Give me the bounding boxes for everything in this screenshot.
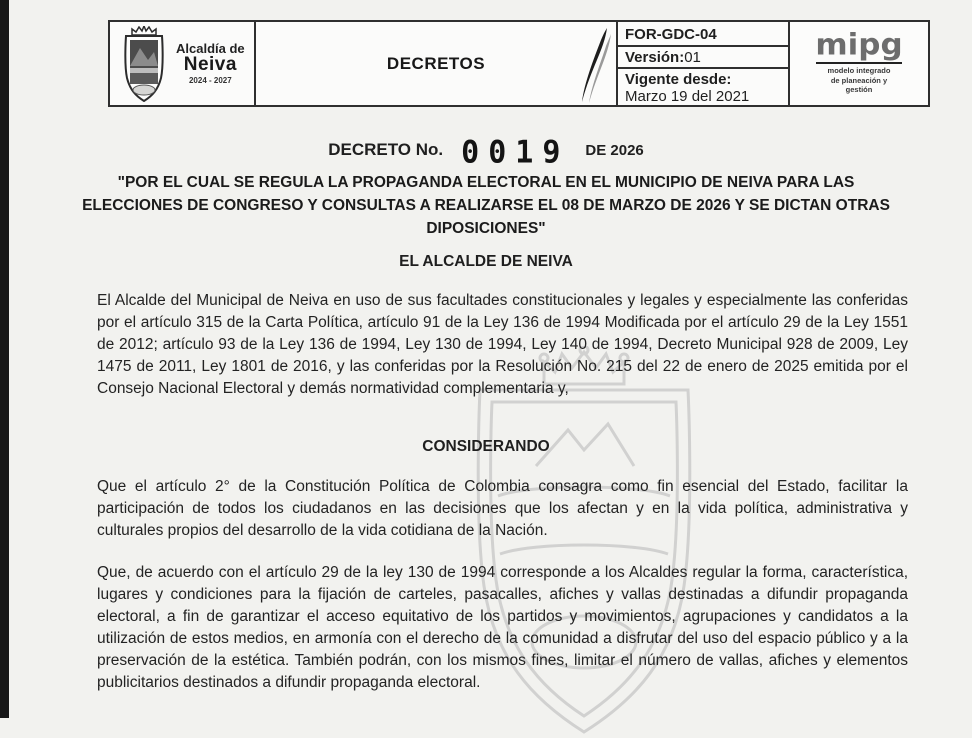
mipg-caption-line1: modelo integrado bbox=[827, 66, 891, 76]
swoosh-leaf-icon bbox=[577, 26, 613, 104]
decree-number-prefix: DECRETO No. bbox=[328, 140, 444, 159]
header-meta-cell bbox=[618, 22, 790, 105]
scan-edge-strip bbox=[0, 0, 9, 718]
considerando-paragraph-1: Que el artículo 2° de la Constitución Política de Colombia consagra como fin esencial del Estado, facilitar la participación de todos los ciudadanos en las decisiones que los afectan y en la vida política, administrativa y culturales propios del desarrollo de la vida cotidiana de la Nación. bbox=[97, 478, 908, 539]
version-label: Versión: bbox=[625, 49, 685, 67]
mipg-caption bbox=[828, 66, 891, 94]
header-logo-text bbox=[176, 42, 245, 86]
alcaldia-neiva-crest-icon bbox=[118, 26, 170, 102]
document-header-table bbox=[108, 20, 930, 107]
decree-number-stamp: 0019 bbox=[461, 133, 570, 171]
decree-number-line bbox=[0, 130, 972, 170]
mipg-divider bbox=[816, 62, 902, 64]
considerando-paragraph-2: Que, de acuerdo con el artículo 29 de la ley 130 de 1994 corresponde a los Alcaldes regular la forma, característica, lugares y condiciones para la fijación de carteles, pasacalles, afiches y vallas destinadas a difundir propaganda electoral, a fin de garantizar el acceso equitativo de los partidos y movimientos, agrupaciones y candidatos a la utilización de estos medios, en armonía con el derecho de la comunidad a disfrutar del uso del espacio público y a la preservación de la estética. También podrán, con los mismos fines, limitar el número de vallas, afiches y elementos publicitarios destinados a difundir propaganda electoral. bbox=[97, 564, 908, 691]
vigente-row bbox=[618, 69, 788, 105]
mipg-logo-cell bbox=[790, 22, 928, 105]
mipg-caption-line2: de planeación y bbox=[830, 75, 888, 85]
decree-number-suffix: DE 2026 bbox=[585, 141, 644, 159]
logo-neiva: Neiva bbox=[183, 54, 237, 76]
decree-title: "POR EL CUAL SE REGULA LA PROPAGANDA ELECTORAL EN EL MUNICIPIO DE NEIVA PARA LAS ELECCIONES DE CONGRESO Y CONSULTAS A REALIZARSE EL 08 DE MARZO DE 2026 Y SE DICTAN OTRAS DIPOSICIONES" bbox=[82, 174, 890, 237]
logo-period: 2024 - 2027 bbox=[188, 76, 232, 86]
mipg-logo-icon: mipg bbox=[815, 28, 903, 63]
form-code: FOR-GDC-04 bbox=[618, 22, 788, 47]
version-row bbox=[618, 47, 788, 69]
logo-alcaldia-de: Alcaldía de bbox=[176, 40, 245, 56]
considerando-heading: CONSIDERANDO bbox=[422, 438, 550, 455]
decree-preamble-paragraph: El Alcalde del Municipal de Neiva en uso de sus facultades constitucionales y legales y especialmente las conferidas por el artículo 315 de la Carta Política, artículo 91 de la Ley 136 de 1994 Modificada por el artículo 29 de la Ley 1551 de 2012; artículo 93 de la Ley 136 de 1994, Ley 130 de 1994, Ley 140 de 1994, Decreto Municipal 928 de 2009, Ley 1475 de 2011, Ley 1801 de 2016, y las conferidas por la Resolución No. 215 del 22 de enero de 2025 emitida por el Consejo Nacional Electoral y demás normatividad complementaria y, bbox=[97, 292, 908, 397]
vigente-label: Vigente desde: bbox=[625, 71, 732, 88]
version-value: 01 bbox=[684, 49, 701, 67]
decree-authority-heading: EL ALCALDE DE NEIVA bbox=[399, 253, 573, 270]
doc-type-title: DECRETOS bbox=[386, 53, 486, 73]
header-doc-type-cell bbox=[256, 22, 618, 105]
mipg-caption-line3: gestión bbox=[845, 85, 873, 95]
header-logo-cell bbox=[110, 22, 256, 105]
vigente-value: Marzo 19 del 2021 bbox=[625, 88, 750, 105]
